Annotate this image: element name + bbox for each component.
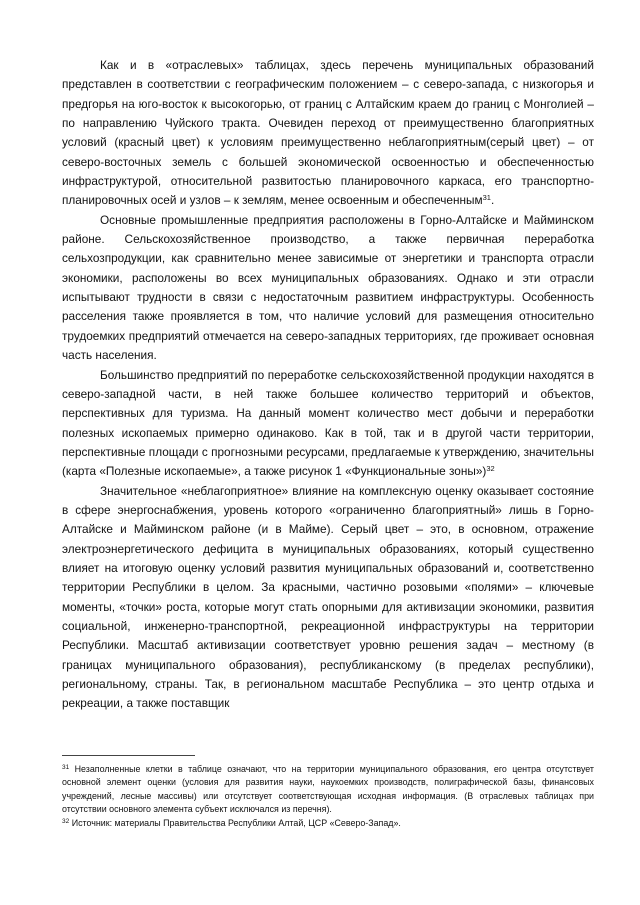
footnote: $^{31}$ Незаполненные клетки в таблице означают, что на территории муниципального образования, его центра отсутствует основной элемент оценки (условия для развития науки, наукоемких производств, полиграфической базы, финансовых учреждений, лесные массивы) или отсутствует соответствующая исходная информация. (В отраслевых таблицах при отсутствии основного элемента субъект исключался из перечня). — [62, 764, 594, 815]
footnotes-section — [62, 755, 594, 830]
paragraph: Большинство предприятий по переработке сельскохозяйственной продукции находятся в северо-западной части, в ней также большее количество территорий и объектов, перспективных для туризма. На данный момент количество мест добычи и переработки полезных ископаемых примерно одинаково. Как в той, так и в другой части территории, перспективные площади с прогнозными ресурсами, предлагаемые к утверждению, значительны (карта «Полезные ископаемые», а также рисунок 1 «Функциональные зоны»)$^{32}$ — [62, 367, 594, 479]
paragraph: Основные промышленные предприятия расположены в Горно-Алтайске и Майминском районе. Сельскохозяйственное производство, а также первичная переработка сельхозпродукции, как сравнительно менее зависимые от энергетики и транспорта отрасли экономики, расположены во всех муниципальных образованиях. Однако и эти отрасли испытывают трудности в связи с недостаточным развитием инфраструктуры. Особенность расселения также проявляется в том, что наличие условий для размещения относительно трудоемких предприятий отмечается на северо-западных территориях, где проживает основная часть населения. — [62, 212, 594, 363]
footnote: $^{32}$ Источник: материалы Правительства Республики Алтай, ЦСР «Северо-Запад». — [62, 817, 401, 828]
footnote-ref[interactable]: 32 — [486, 464, 495, 474]
footnote-divider — [62, 755, 195, 756]
footnote-ref[interactable]: 31 — [482, 193, 491, 203]
footnote-number: 32 — [62, 817, 70, 825]
paragraph: Значительное «неблагоприятное» влияние на комплексную оценку оказывает состояние в сфере энергоснабжения, уровень которого «ограниченно благоприятный» лишь в Горно-Алтайске и Майминском районе (и в Майме). Серый цвет – это, в основном, отражение электроэнергетического дефицита в муниципальных образованиях, который существенно влияет на итоговую оценку условий развития муниципальных образований и, соответственно территории Республики в целом. За красными, частично розовыми «полями» – ключевые моменты, «точки» роста, которые могут стать опорными для активизации экономики, развития социальной, инженерно-транспортной, рекреационной инфраструктуры на территории Республики. Масштаб активизации соответствует уровню решения задач – местному (в границах муниципального образования), республиканскому (в пределах республики), региональному, страны. Так, в региональном масштабе Республика – это центр отдыха и рекреации, а также поставщик — [62, 483, 594, 711]
document-body — [62, 56, 594, 714]
footnote-number: 31 — [62, 764, 70, 771]
paragraph: Как и в «отраслевых» таблицах, здесь перечень муниципальных образований представлен в соответствии с географическим положением – с северо-запада, с низкогорья и предгорья на юго-восток к высокогорью, от границ с Алтайским краем до границ с Монголией – по направлению Чуйского тракта. Очевиден переход от преимущественно благоприятных условий (красный цвет) к условиям преимущественно неблагоприятным(серый цвет) – от северо-восточных земель с большей экономической освоенностью и обеспеченностью инфраструктурой, относительной развитостью планировочного каркаса, его транспортно-планировочных осей и узлов – к землям, менее освоенным и обеспеченным$^{31}$. — [62, 58, 594, 208]
